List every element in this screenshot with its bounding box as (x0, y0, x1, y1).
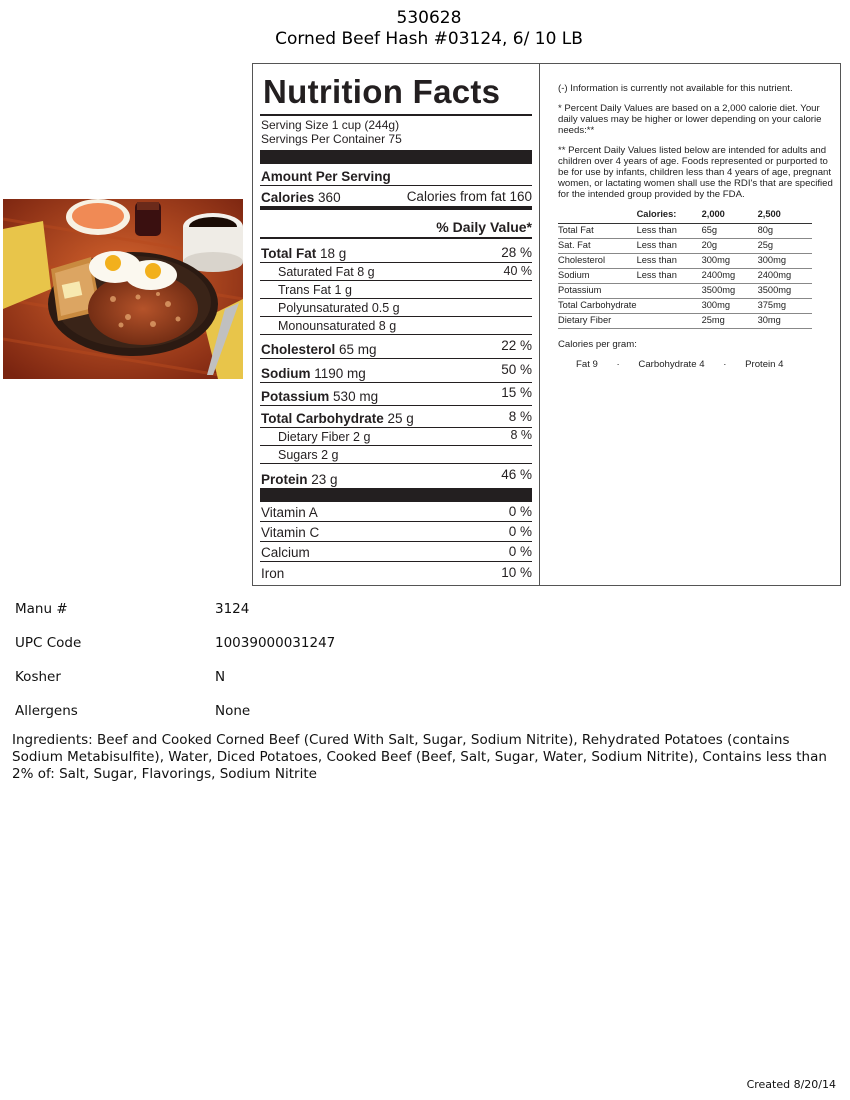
calories-row (260, 186, 532, 210)
calories-per-gram-label: Calories per gram: (558, 339, 637, 350)
info-value: 3124 (215, 601, 250, 617)
nutrition-label (258, 64, 532, 585)
info-key: Kosher (15, 669, 61, 685)
page-header (0, 8, 850, 50)
table-row: Total Fat Less than 65g 80g (558, 224, 812, 239)
daily-value-table (558, 208, 812, 329)
nutrient-row-protein: Protein 23 g 46 % (261, 467, 532, 487)
calories-from-fat: Calories from fat 160 (406, 189, 532, 204)
nutrient-row-polyunsaturated: Polyunsaturated 0.5 g (260, 299, 532, 317)
nutrient-row-total-fat: Total Fat 18 g 28 % (260, 240, 532, 263)
table-row: Sodium Less than 2400mg 2400mg (558, 269, 812, 284)
calories-value: 360 (318, 190, 341, 205)
daily-value-header-row (260, 213, 532, 239)
thick-rule-2 (260, 488, 532, 502)
item-number: 530628 (396, 8, 462, 28)
created-date: Created 8/20/14 (746, 1078, 836, 1091)
note-children: ** Percent Daily Values listed below are intended for adults and children over 4 years of age. Foods represented or purported to be for use by infants, children less than 4 years of age, pregnant women, or lactating women shall use the RDI's that are specified for the intended group provided by the FDA. (558, 145, 833, 200)
nutrient-row-sodium: Sodium 1190 mg 50 % (260, 359, 532, 383)
table-row: Sat. Fat Less than 20g 25g (558, 239, 812, 254)
carbohydrate-per-gram: Carbohydrate 4 (638, 359, 705, 370)
nutrient-row-total-carbohydrate: Total Carbohydrate 25 g 8 % (260, 406, 532, 428)
calories-label: Calories (261, 190, 315, 205)
corned-beef-hash-photo-icon (3, 199, 243, 379)
info-value: 10039000031247 (215, 635, 336, 651)
vitamin-row-calcium: Calcium 0 % (261, 544, 532, 560)
vitamin-row-vitamin-a: Vitamin A 0 % (261, 504, 532, 520)
nutrient-row-monounsaturated: Monounsaturated 8 g (260, 317, 532, 335)
nutrient-row-sugars: Sugars 2 g (260, 446, 532, 464)
info-key: Allergens (15, 703, 78, 719)
protein-per-gram: Protein 4 (745, 359, 784, 370)
nutrient-row-saturated-fat: Saturated Fat 8 g 40 % (260, 263, 532, 281)
nutrient-row-cholesterol: Cholesterol 65 mg 22 % (260, 335, 532, 359)
note-percent-daily: * Percent Daily Values are based on a 2,000 calorie diet. Your daily values may be higher or lower depending on your calorie needs:** (558, 103, 822, 136)
ingredients-text: Ingredients: Beef and Cooked Corned Beef (Cured With Salt, Sugar, Sodium Nitrite), Rehydrated Potatoes (contains Sodium Metabisulfite), Water, Diced Potatoes, Cooked Beef (Beef, Salt, Sugar, Water, Sodium Nitrite), Contains less than 2% of: Salt, Sugar, Flavorings, Sodium Nitrite (12, 732, 827, 782)
table-row: Total Carbohydrate 300mg 375mg (558, 299, 812, 314)
thick-rule-1 (260, 150, 532, 164)
table-row: Dietary Fiber 25mg 30mg (558, 314, 812, 329)
info-key: UPC Code (15, 635, 82, 651)
product-name: Corned Beef Hash #03124, 6/ 10 LB (275, 29, 583, 49)
info-value: None (215, 703, 251, 719)
servings-per-container: Servings Per Container 75 (261, 132, 402, 146)
serving-size: Serving Size 1 cup (244g) (261, 118, 400, 132)
note-not-available: (-) Information is currently not available for this nutrient. (558, 83, 793, 94)
separator-dot: · (616, 359, 620, 370)
fat-per-gram: Fat 9 (576, 359, 598, 370)
nutrition-title: Nutrition Facts (263, 73, 501, 110)
nutrient-row-potassium: Potassium 530 mg 15 % (261, 385, 532, 404)
info-value: N (215, 669, 226, 685)
table-header-row: Calories: 2,000 2,500 (558, 208, 812, 224)
amount-per-serving-label: Amount Per Serving (261, 169, 391, 184)
table-row: Potassium 3500mg 3500mg (558, 284, 812, 299)
daily-value-header: % Daily Value* (436, 219, 532, 235)
info-key: Manu # (15, 601, 68, 617)
panel-divider (539, 64, 540, 585)
vitamin-row-vitamin-c: Vitamin C 0 % (261, 524, 532, 540)
title-rule (260, 114, 532, 116)
table-row: Cholesterol Less than 300mg 300mg (558, 254, 812, 269)
nutrition-facts-panel (252, 63, 841, 586)
calories-per-gram-values (558, 359, 834, 370)
vitamin-row-iron: Iron 10 % (261, 565, 532, 581)
separator-dot: · (723, 359, 727, 370)
nutrient-row-trans-fat: Trans Fat 1 g (260, 281, 532, 299)
daily-value-notes (558, 83, 834, 370)
amount-per-serving-row (260, 165, 532, 186)
product-photo (3, 199, 243, 379)
nutrient-row-dietary-fiber: Dietary Fiber 2 g 8 % (260, 428, 532, 446)
